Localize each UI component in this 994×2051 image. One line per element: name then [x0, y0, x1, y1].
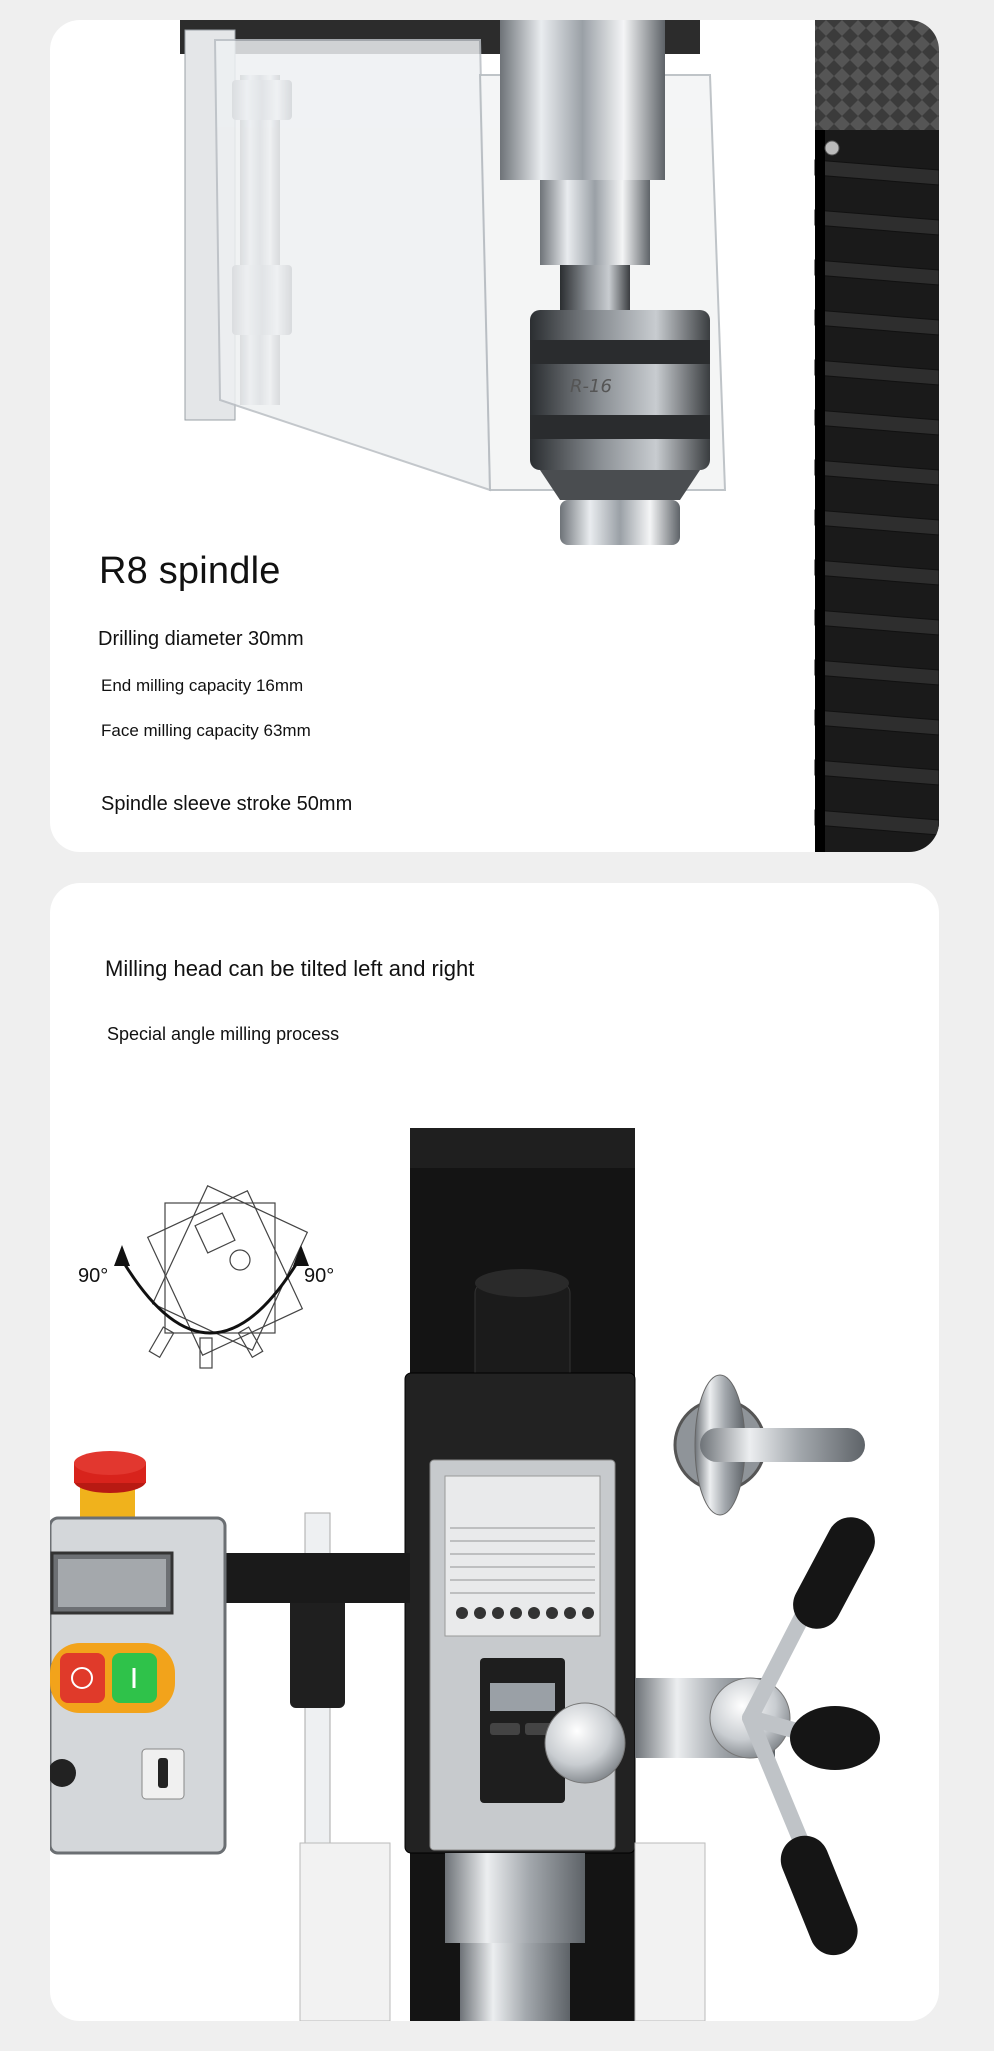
spindle-title: R8 spindle	[99, 550, 281, 592]
spindle-feature-card	[50, 20, 939, 852]
spec-face-milling-capacity: Face milling capacity 63mm	[101, 721, 311, 740]
tilt-angle-right-label: 90°	[304, 1265, 335, 1287]
spec-drilling-diameter: Drilling diameter 30mm	[98, 628, 304, 650]
tilt-title: Milling head can be tilted left and right	[105, 956, 475, 981]
tilt-angle-left-label: 90°	[78, 1265, 109, 1287]
tilt-arrow-right-icon	[293, 1245, 309, 1266]
stop-button-icon	[60, 1653, 105, 1703]
tilt-subtitle: Special angle milling process	[107, 1024, 340, 1044]
tilt-diagram	[148, 1186, 308, 1368]
spec-spindle-sleeve-stroke: Spindle sleeve stroke 50mm	[101, 793, 353, 815]
svg-text:R-16: R-16	[570, 376, 612, 397]
milling-machine-photo	[50, 883, 939, 2021]
emergency-stop-icon	[74, 1451, 146, 1475]
tilt-arrow-left-icon	[114, 1245, 130, 1266]
spec-end-milling-capacity: End milling capacity 16mm	[101, 676, 304, 695]
tilt-feature-card	[50, 883, 939, 2021]
